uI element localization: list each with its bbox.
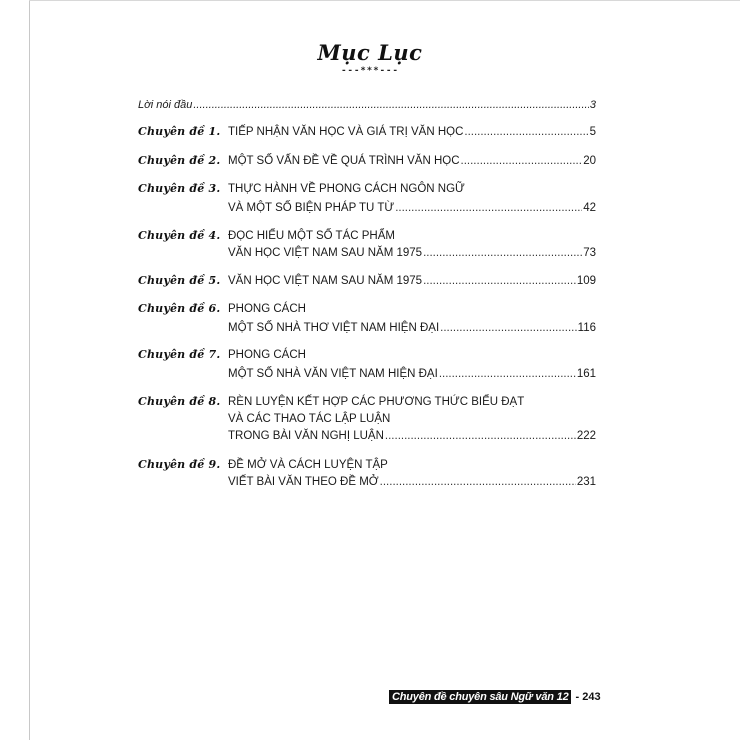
chapter-6-title-line-2: MỘT SỐ NHÀ THƠ VIỆT NAM HIỆN ĐẠI <box>228 322 440 334</box>
chapter-3-label: Chuyên đề 3. <box>138 182 221 195</box>
dot-leader <box>423 245 582 261</box>
chapter-5-page: 109 <box>576 275 596 287</box>
chapter-3-page: 42 <box>583 202 596 214</box>
preface-label: Lời nói đầu <box>138 99 193 111</box>
chapter-7-title-line-2: MỘT SỐ NHÀ VĂN VIỆT NAM HIỆN ĐẠI <box>228 368 438 380</box>
chapter-9-label: Chuyên đề 9. <box>138 458 221 471</box>
dot-leader <box>423 273 576 289</box>
chapter-1-entry[interactable] <box>228 124 596 140</box>
chapter-3-title-line-2: VÀ MỘT SỐ BIỆN PHÁP TU TỪ <box>228 202 395 214</box>
chapter-8-title-line-3: TRONG BÀI VĂN NGHỊ LUẬN <box>228 430 384 442</box>
preface-page: 3 <box>589 99 596 111</box>
footer-book-title: Chuyên đề chuyên sâu Ngữ văn 12 <box>389 690 571 704</box>
chapter-7-title-line-1: PHONG CÁCH <box>228 349 306 361</box>
toc-preface-entry[interactable] <box>138 97 596 113</box>
page-top-edge <box>29 0 740 1</box>
chapter-6-page: 116 <box>577 322 596 334</box>
chapter-7-page: 161 <box>576 368 596 380</box>
title-ornament: ---***--- <box>341 66 399 76</box>
chapter-9-entry[interactable] <box>228 474 596 490</box>
chapter-5-label: Chuyên đề 5. <box>138 274 221 287</box>
chapter-3-title-line-1: THỰC HÀNH VỀ PHONG CÁCH NGÔN NGỮ <box>228 183 465 195</box>
chapter-9-page: 231 <box>576 476 596 488</box>
chapter-4-entry[interactable] <box>228 245 596 261</box>
dot-leader <box>385 428 576 444</box>
chapter-2-entry[interactable] <box>228 153 596 169</box>
dot-leader <box>464 124 588 140</box>
chapter-4-label: Chuyên đề 4. <box>138 229 221 242</box>
chapter-1-page: 5 <box>589 126 596 138</box>
dot-leader <box>461 153 583 169</box>
dot-leader <box>440 320 577 336</box>
dot-leader <box>395 200 582 216</box>
page-left-edge <box>29 0 30 740</box>
chapter-1-label: Chuyên đề 1. <box>138 125 221 138</box>
chapter-3-entry[interactable] <box>228 200 596 216</box>
chapter-7-label: Chuyên đề 7. <box>138 348 221 361</box>
chapter-7-entry[interactable] <box>228 366 596 382</box>
dot-leader <box>439 366 576 382</box>
chapter-9-title-line-1: ĐỀ MỞ VÀ CÁCH LUYỆN TẬP <box>228 459 388 471</box>
chapter-8-label: Chuyên đề 8. <box>138 395 221 408</box>
chapter-6-entry[interactable] <box>228 320 596 336</box>
chapter-8-page: 222 <box>576 430 596 442</box>
chapter-6-title-line-1: PHONG CÁCH <box>228 303 306 315</box>
page-title: Mục Lục <box>317 40 423 65</box>
chapter-2-title: MỘT SỐ VẤN ĐỀ VỀ QUÁ TRÌNH VĂN HỌC <box>228 155 460 167</box>
chapter-1-title: TIẾP NHẬN VĂN HỌC VÀ GIÁ TRỊ VĂN HỌC <box>228 126 464 138</box>
page-footer <box>389 688 601 705</box>
chapter-8-entry[interactable] <box>228 428 596 444</box>
chapter-8-title-line-1: RÈN LUYỆN KẾT HỢP CÁC PHƯƠNG THỨC BIỂU ĐẠT <box>228 396 525 408</box>
chapter-2-label: Chuyên đề 2. <box>138 154 221 167</box>
footer-page-number: - 243 <box>575 690 601 703</box>
chapter-4-page: 73 <box>583 247 596 259</box>
chapter-5-title: VĂN HỌC VIỆT NAM SAU NĂM 1975 <box>228 275 423 287</box>
chapter-4-title-line-1: ĐỌC HIỂU MỘT SỐ TÁC PHẨM <box>228 230 395 242</box>
chapter-8-title-line-2: VÀ CÁC THAO TÁC LẬP LUẬN <box>228 413 391 425</box>
dot-leader <box>193 97 589 113</box>
dot-leader <box>380 474 576 490</box>
chapter-9-title-line-2: VIẾT BÀI VĂN THEO ĐỀ MỞ <box>228 476 379 488</box>
chapter-2-page: 20 <box>583 155 596 167</box>
chapter-6-label: Chuyên đề 6. <box>138 302 221 315</box>
chapter-4-title-line-2: VĂN HỌC VIỆT NAM SAU NĂM 1975 <box>228 247 423 259</box>
chapter-5-entry[interactable] <box>228 273 596 289</box>
